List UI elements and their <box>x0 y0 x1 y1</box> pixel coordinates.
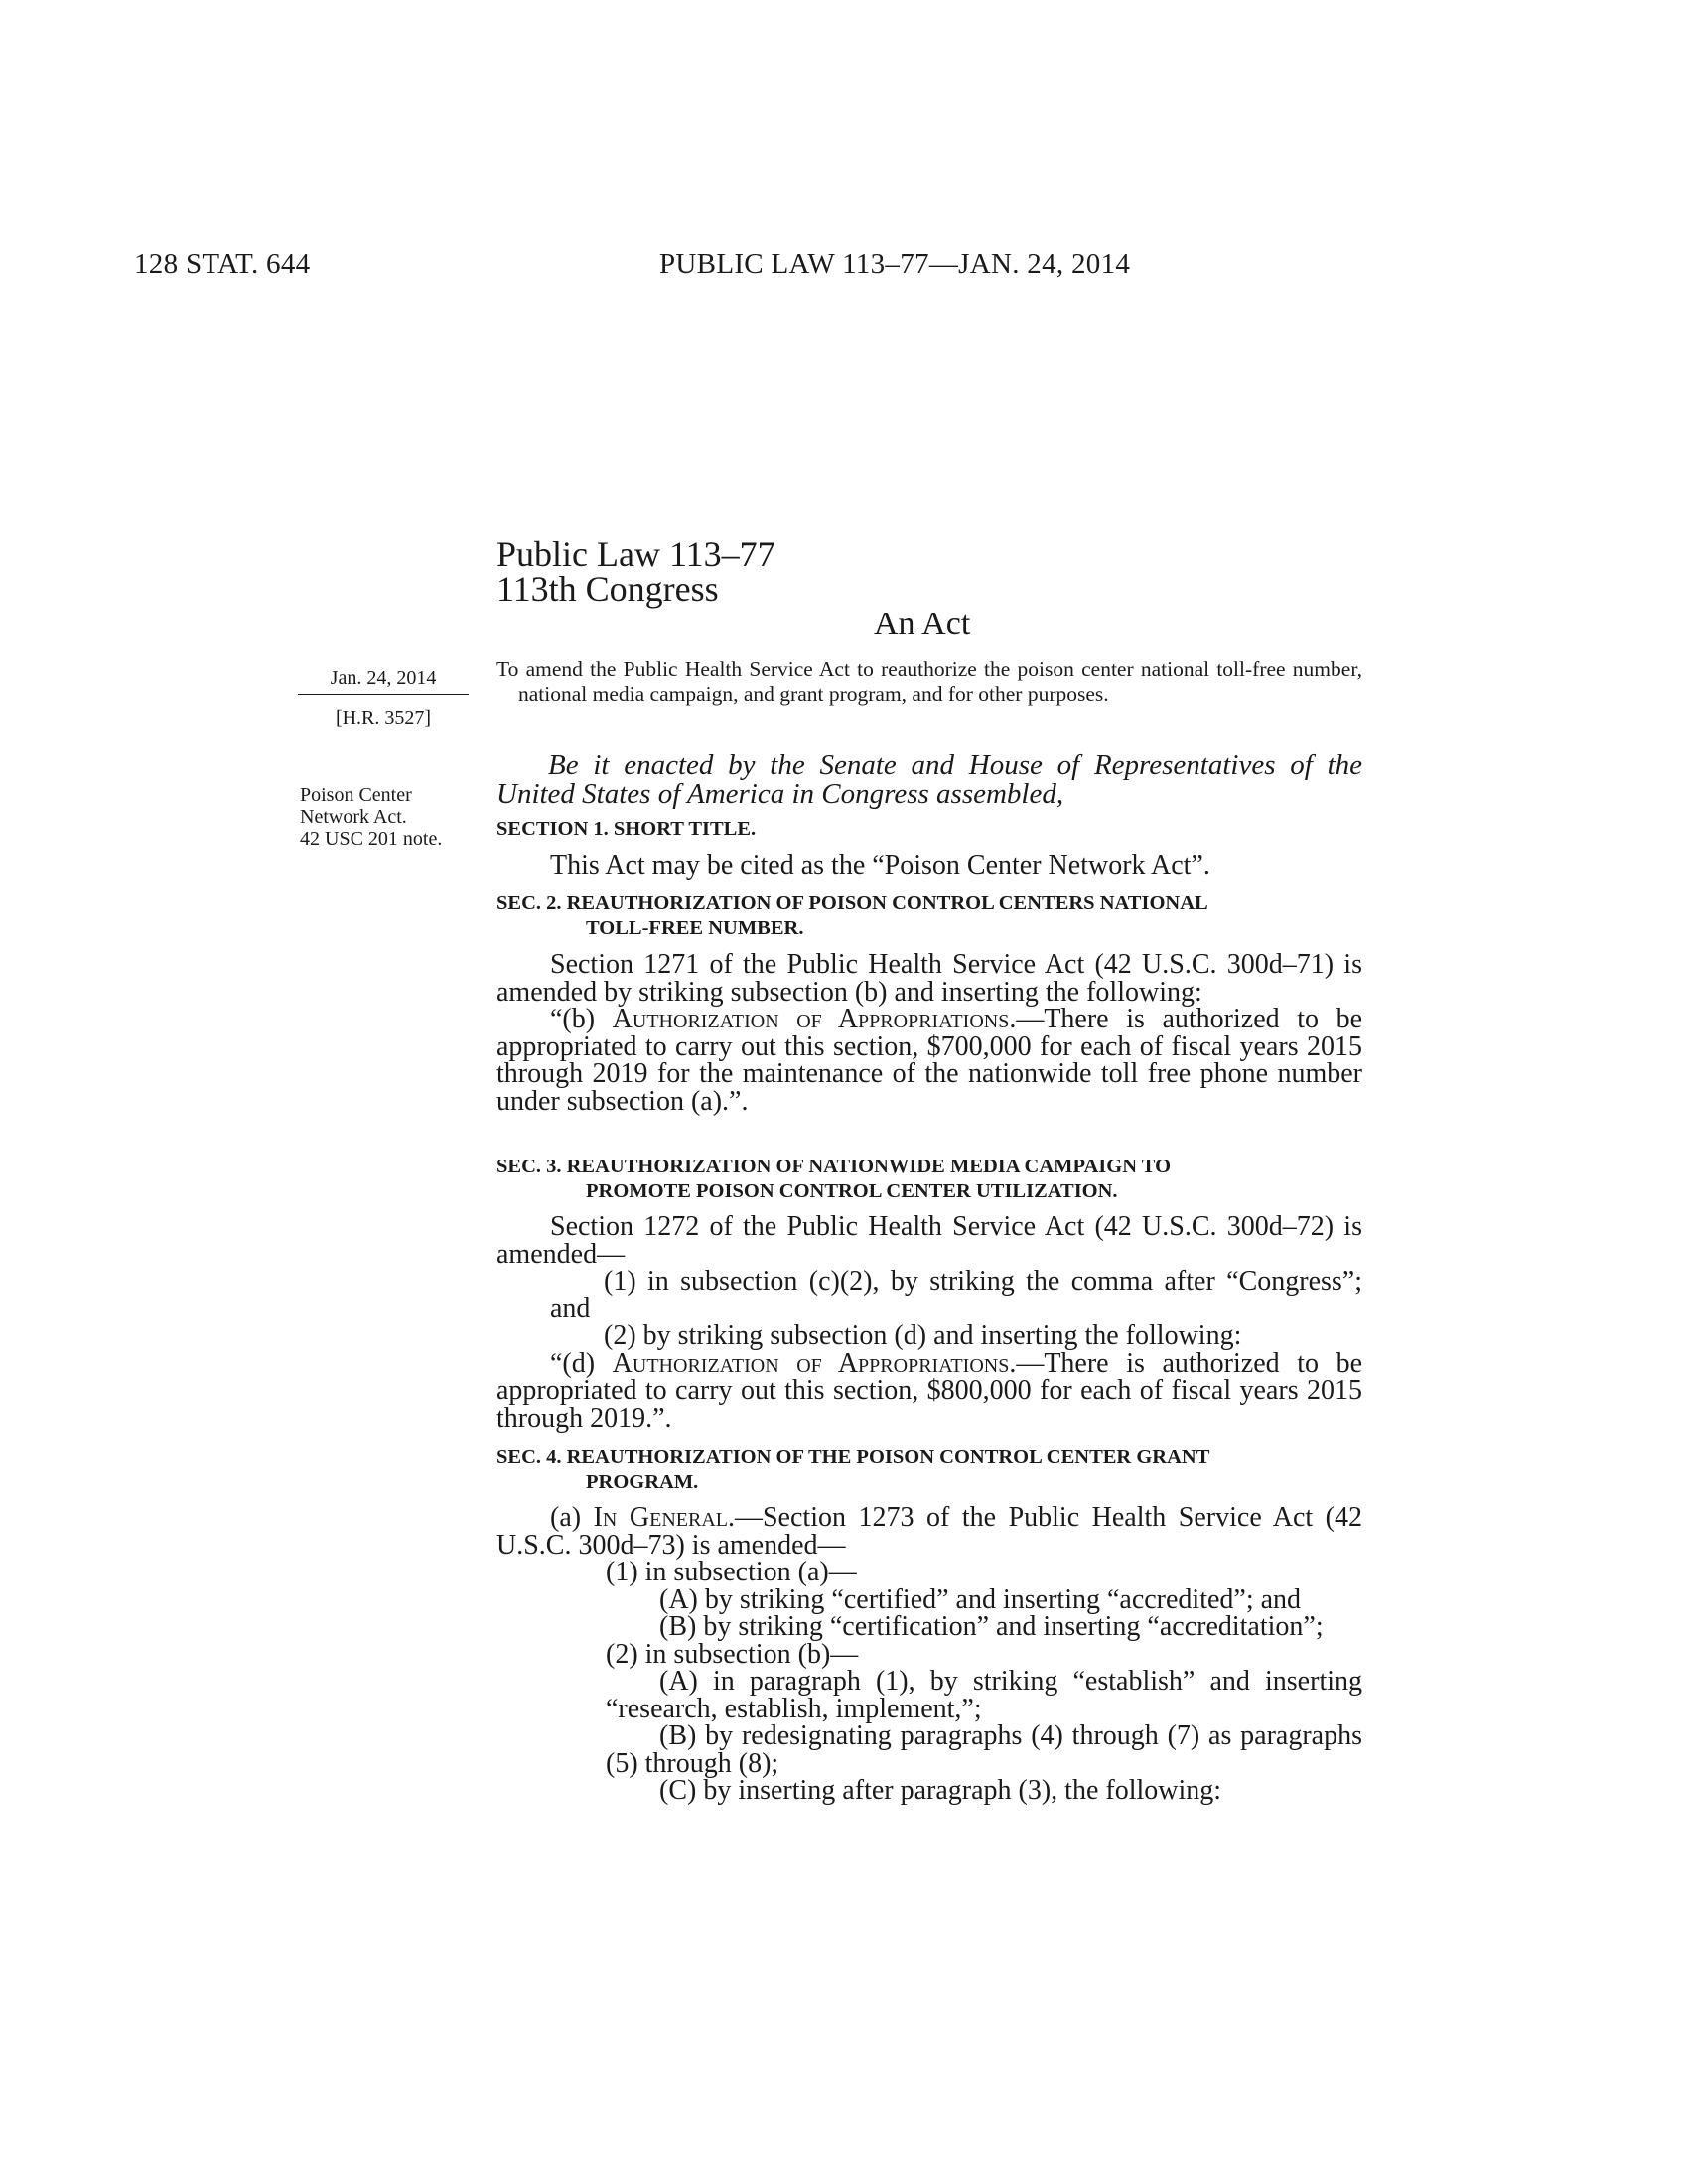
section-3-heading-line2: PROMOTE POISON CONTROL CENTER UTILIZATION. <box>586 1180 1118 1202</box>
subsection-text: .—Section 1273 of the Public Health Service Act (42 U.S.C. 300d–73) is amended— <box>496 1502 1362 1561</box>
margin-note <box>300 784 442 850</box>
section-1-text: This Act may be cited as the “Poison Center Network Act”. <box>550 850 1210 881</box>
section-2-body <box>496 951 1362 1115</box>
section-4-heading-line2: PROGRAM. <box>586 1471 699 1493</box>
enacting-clause <box>496 751 1362 809</box>
purpose-clause <box>496 657 1362 707</box>
congress-title: 113th Congress <box>496 569 719 609</box>
section-3-item-1: (1) in subsection (c)(2), by striking the comma after “Congress”; and <box>550 1266 1362 1324</box>
section-4-heading <box>496 1445 1362 1495</box>
clause-text: (A) by striking “certified” and inserting “accredited”; and <box>659 1583 1302 1615</box>
section-3-body <box>496 1213 1362 1432</box>
subsection-prefix: (a) <box>550 1502 594 1533</box>
section-2-insert <box>496 1006 1362 1115</box>
margin-date: Jan. 24, 2014 <box>298 667 469 695</box>
section-3-heading-line1: SEC. 3. REAUTHORIZATION OF NATIONWIDE MEDIA CAMPAIGN TO <box>496 1156 1172 1177</box>
insert-prefix: “(d) <box>550 1347 613 1379</box>
section-2-heading-line2: TOLL-FREE NUMBER. <box>586 917 804 939</box>
an-act-heading: An Act <box>874 606 971 642</box>
section-4-paragraph-1B <box>496 1613 1362 1641</box>
section-1-heading: SECTION 1. SHORT TITLE. <box>496 818 757 840</box>
insert-text: .—There is authorized to be appropriated to carry out this section, $700,000 for each of fiscal years 2015 through 2019 for the maintenance of the nationwide toll free phone number under subsection (a).”. <box>496 1004 1362 1117</box>
section-4-paragraph-2A <box>496 1668 1362 1722</box>
section-4-paragraph-1A <box>496 1583 1362 1615</box>
purpose-text: To amend the Public Health Service Act to reauthorize the poison center national toll-free number, national media campaign, and grant program, and for other purposes. <box>496 657 1362 706</box>
section-3-item-2: (2) by striking subsection (d) and inserting the following: <box>604 1320 1242 1351</box>
section-4-body <box>496 1504 1362 1805</box>
section-4-subsection-a <box>496 1504 1362 1559</box>
section-2-intro: Section 1271 of the Public Health Service Act (42 U.S.C. 300d–71) is amended by striking subsection (b) and inserting the following: <box>496 949 1362 1008</box>
section-4-paragraph-2C <box>496 1777 1362 1805</box>
public-law-title: Public Law 113–77 <box>496 534 775 574</box>
clause-text: (B) by striking “certification” and inserting “accreditation”; <box>659 1611 1324 1642</box>
section-4-paragraph-2B <box>496 1722 1362 1777</box>
clause-text: (B) by redesignating paragraphs (4) through (7) as paragraphs (5) through (8); <box>606 1720 1362 1779</box>
margin-bill-number: [H.R. 3527] <box>335 707 432 729</box>
section-4-paragraph-2: (2) in subsection (b)— <box>606 1638 859 1670</box>
section-1-body <box>496 852 1362 880</box>
margin-note-line: Network Act. <box>300 806 407 828</box>
insert-prefix: “(b) <box>550 1004 613 1034</box>
section-3-heading <box>496 1155 1362 1204</box>
running-title: PUBLIC LAW 113–77—JAN. 24, 2014 <box>659 248 1131 280</box>
section-3-intro: Section 1272 of the Public Health Service Act (42 U.S.C. 300d–72) is amended— <box>496 1211 1362 1270</box>
stat-page-number: 128 STAT. 644 <box>134 248 311 280</box>
margin-note-line: Poison Center <box>300 784 412 806</box>
insert-caption: Authorization of Appropriations <box>612 1347 1010 1379</box>
enacting-text: Be it enacted by the Senate and House of Representatives of the United States of America in Congress assembled, <box>496 750 1362 810</box>
section-4-heading-line1: SEC. 4. REAUTHORIZATION OF THE POISON CONTROL CENTER GRANT <box>496 1446 1210 1468</box>
insert-text: .—There is authorized to be appropriated to carry out this section, $800,000 for each of fiscal years 2015 through 2019.”. <box>496 1347 1362 1433</box>
section-3-insert <box>496 1347 1362 1433</box>
insert-caption: Authorization of Appropriations <box>612 1004 1010 1034</box>
section-2-heading <box>496 891 1362 941</box>
clause-text: (C) by inserting after paragraph (3), the following: <box>659 1775 1222 1806</box>
section-4-paragraph-1: (1) in subsection (a)— <box>606 1557 857 1587</box>
margin-note-line: 42 USC 201 note. <box>300 828 443 850</box>
subsection-caption: In General <box>593 1502 728 1533</box>
clause-text: (A) in paragraph (1), by striking “establish” and inserting “research, establish, implement,”; <box>606 1666 1362 1724</box>
section-2-heading-line1: SEC. 2. REAUTHORIZATION OF POISON CONTROL CENTERS NATIONAL <box>496 892 1208 914</box>
